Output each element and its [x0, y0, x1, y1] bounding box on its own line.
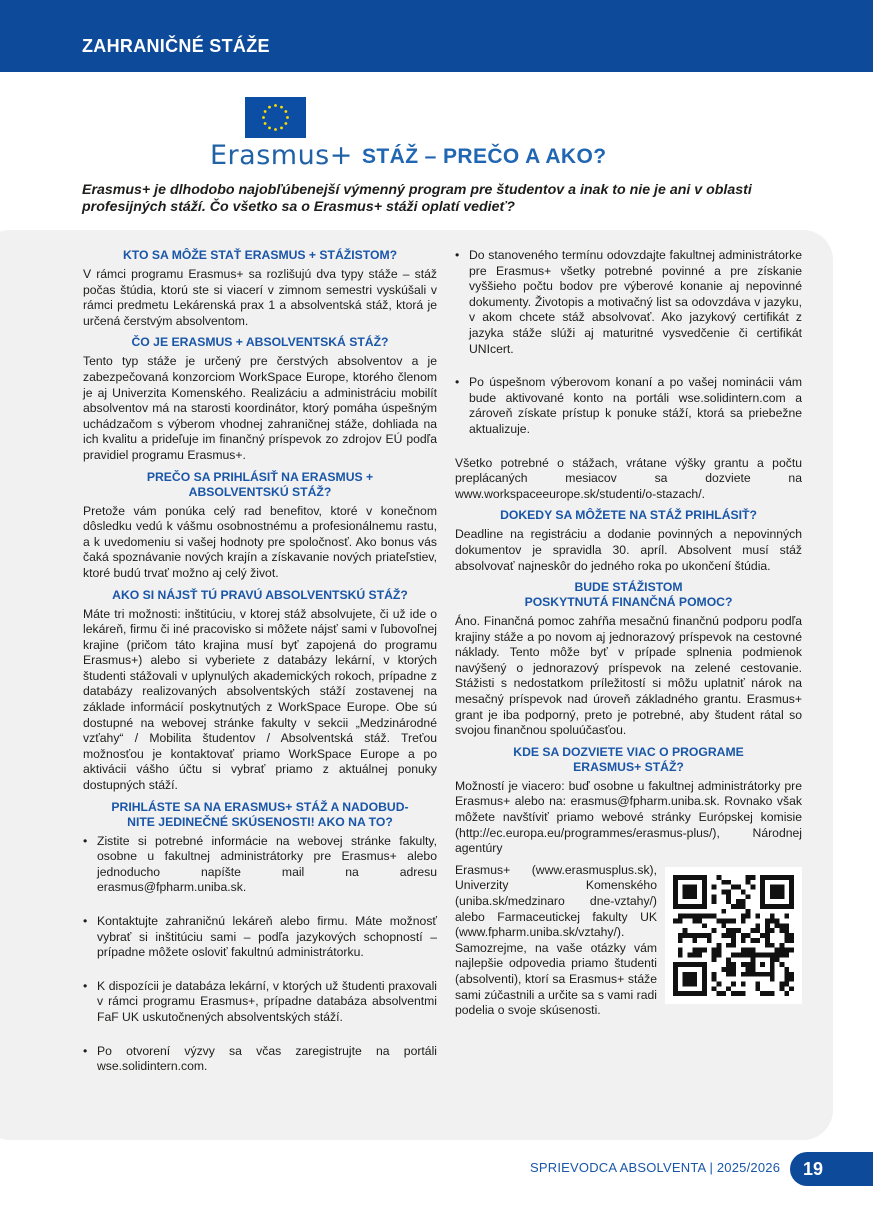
page-title: STÁŽ – PREČO A AKO?: [362, 145, 607, 168]
flag-star: [284, 110, 287, 113]
flag-star: [280, 106, 283, 109]
section-heading: AKO SI NÁJSŤ TÚ PRAVÚ ABSOLVENTSKÚ STÁŽ?: [112, 587, 408, 602]
paragraph: V rámci programu Erasmus+ sa rozlišujú dva typy stáže – stáž počas štúdia, ktorú ste si viacerí v zimnom semestri vyskúšali v rámci predmetu Lekárenská prax 1 a absolventská stáž, ktorá je určená čerstvým absolventom.: [83, 267, 437, 328]
left-column: [83, 248, 437, 1093]
erasmus-logo-text: Erasmus+: [210, 140, 353, 171]
flag-star: [262, 116, 265, 119]
flag-star: [280, 126, 283, 129]
flag-star: [268, 126, 271, 129]
section-heading: DOKEDY SA MÔŽETE NA STÁŽ PRIHLÁSIŤ?: [500, 508, 757, 523]
qr-block: [455, 863, 802, 1025]
paragraph: Erasmus+ (www.erasmusplus.sk), Univerzity Komenského (uniba.sk/medzinaro dne-vztahy/) alebo Farmaceutickej fakulty UK (www.fpharm.uniba.sk/vztahy/). Samozrejme, na vaše otázky vám najlepšie odpovedia priamo študenti (absolventi), ktorí sa Erasmus+ stáže sami zúčastnili a určite sa s vami radi podelia o svoje skúsenosti.: [455, 862, 657, 1018]
header-bar: [0, 0, 873, 72]
intro-text: Erasmus+ je dlhodobo najobľúbenejší výmenný program pre študentov a inak to nie je ani v oblasti profesijných stáží. Čo všetko sa o Erasmus+ stáži oplatí vedieť?: [82, 182, 752, 215]
steps-list: [83, 834, 437, 1075]
flag-star: [264, 110, 267, 113]
qr-code-icon[interactable]: [665, 867, 802, 1004]
flag-star: [286, 116, 289, 119]
section-heading: PREČO SA PRIHLÁSIŤ NA ERASMUS + ABSOLVENTSKÚ STÁŽ?: [146, 469, 374, 499]
paragraph: Všetko potrebné o stážach, vrátane výšky grantu a počtu preplácaných mesiacov sa dozviete na www.workspaceeurope.sk/studenti/o-stazach/.: [455, 455, 802, 501]
list-item: • Do stanoveného termínu odovzdajte fakultnej administrátorke pre Erasmus+ všetky potrebné povinné a pre získanie vyššieho počtu bodov pre výberové konanie aj nepovinné dokumenty. Životopis a motivačný list sa odovzdáva v jazyku, v akom chcete stáž absolvovať. Ako jazykový certifikát z jazyka stáže slúži aj maturitné vysvedčenie či certifikát UNIcert.: [455, 248, 802, 357]
footer-text: SPRIEVODCA ABSOLVENTA | 2025/2026: [530, 1160, 781, 1175]
flag-star: [268, 106, 271, 109]
paragraph: Tento typ stáže je určený pre čerstvých absolventov a je zabezpečovaná konzorciom WorkSpace Europe, ktorého členom je aj Univerzita Komenského. Realizáciu a administráciu mobilít absolventov má na starosti koordinátor, ktorý pomáha úspešným uchádzačom s výberom vhodnej zahraničnej stáže, dohliada na ich kvalitu a prideľuje im finančný príspevok zo zdrojov EÚ podľa pravidiel programu Erasmus+.: [83, 354, 437, 462]
paragraph: Máte tri možnosti: inštitúciu, v ktorej stáž absolvujete, či už ide o lekáreň, firmu či iné pracovisko si môžete nájsť sami v ľubovoľnej krajine (pričom táto krajina musí byť zapojená do programu Erasmus+) alebo si vyberiete z databázy lekární, v ktorých študenti stážovali v uplynulých akademických rokoch, prípadne z databázy realizovaných absolventských stáží zostavenej na základe informácií poskytnutých z WorkSpace Europe. Obe sú dostupné na webovej stránke fakulty v sekcii „Medzinárodné vzťahy“ / Mobilita študentov / Absolventská stáž. Treťou možnosťou je kontaktovať priamo WorkSpace Europe a po aktivácii vášho účtu si vybrať priamo z aktuálnej ponuky dostupných stáží.: [83, 606, 437, 793]
section-heading: PRIHLÁSTE SA NA ERASMUS+ STÁŽ A NADOBUD- NITE JEDINEČNÉ SKÚSENOSTI! AKO NA TO?: [111, 799, 409, 829]
list-item: • K dispozícii je databáza lekární, v ktorých už študenti praxovali v rámci programu Erasmus+, prípadne databáza absolventmi FaF UK uskutočnených absolventských stáží.: [83, 979, 437, 1026]
list-item: • Po úspešnom výberovom konaní a po vašej nominácii vám bude aktivované konto na portáli wse.solidintern.com a zároveň získate prístup k ponuke stáží, ktorá sa priebežne aktualizuje.: [455, 375, 802, 437]
page-number-badge: 19: [790, 1152, 873, 1186]
right-column: [455, 248, 802, 1025]
flag-star: [274, 128, 277, 131]
flag-star: [284, 122, 287, 125]
paragraph: Áno. Finančná pomoc zahŕňa mesačnú finančnú podporu podľa krajiny stáže a po novom aj jednorazový príspevok na cestovné náklady. Tento môže byť v prípade splnenia podmienok navýšený o jednorazový príspevok na zelené cestovanie. Stážisti s nedostatkom príležitostí si môžu uplatniť nárok na mesačný príspevok nad úroveň základného grantu. Erasmus+ grant je iba podporný, preto je potrebné, aby študent rátal so svojou finančnou spoluúčasťou.: [455, 614, 802, 738]
flag-star: [264, 122, 267, 125]
flag-star: [274, 104, 277, 107]
section-heading: ČO JE ERASMUS + ABSOLVENTSKÁ STÁŽ?: [131, 335, 389, 350]
paragraph: Možností je viacero: buď osobne u fakultnej administrátorky pre Erasmus+ alebo na: erasmus@fpharm.uniba.sk. Rovnako však môžete navštíviť priamo webové stránky Európskej komisie (http://ec.europa.eu/programmes/erasmus-plus/), Národnej agentúry: [455, 778, 802, 856]
list-item: • Kontaktujte zahraničnú lekáreň alebo firmu. Máte možnosť vybrať si inštitúciu sami – podľa jazykových schopností – prípadne môžete osloviť fakultnú administrátorku.: [83, 914, 437, 961]
section-heading: BUDE STÁŽISTOM POSKYTNUTÁ FINANČNÁ POMOC?: [524, 580, 733, 610]
section-heading: KTO SA MÔŽE STAŤ ERASMUS + STÁŽISTOM?: [122, 248, 398, 262]
list-item: • Po otvorení výzvy sa včas zaregistrujte na portáli wse.solidintern.com.: [83, 1044, 437, 1075]
steps-list-continued: [455, 248, 802, 438]
paragraph: Pretože vám ponúka celý rad benefitov, ktoré v konečnom dôsledku vedú k vášmu osobnostnému a profesionálnemu rastu, a k uvedomeniu si vašej hodnoty pre spoločnosť. Ako bonus vás čaká spoznávanie nových krajín a získavanie nových priateľstiev, ktoré budú trvať možno aj celý život.: [83, 503, 437, 580]
eu-flag-icon: [245, 97, 306, 138]
list-item: • Zistite si potrebné informácie na webovej stránke fakulty, osobne u fakultnej administrátorky pre Erasmus+ alebo jednoducho napíšte mail na adresu erasmus@fpharm.uniba.sk.: [83, 834, 437, 896]
section-heading: KDE SA DOZVIETE VIAC O PROGRAME ERASMUS+ STÁŽ?: [513, 744, 744, 774]
paragraph: Deadline na registráciu a dodanie povinných a nepovinných dokumentov je spravidla 30. apríl. Absolvent musí stáž absolvovať najneskôr do jedného roka po ukončení štúdia.: [455, 527, 802, 573]
section-title: ZAHRANIČNÉ STÁŽE: [82, 36, 270, 56]
